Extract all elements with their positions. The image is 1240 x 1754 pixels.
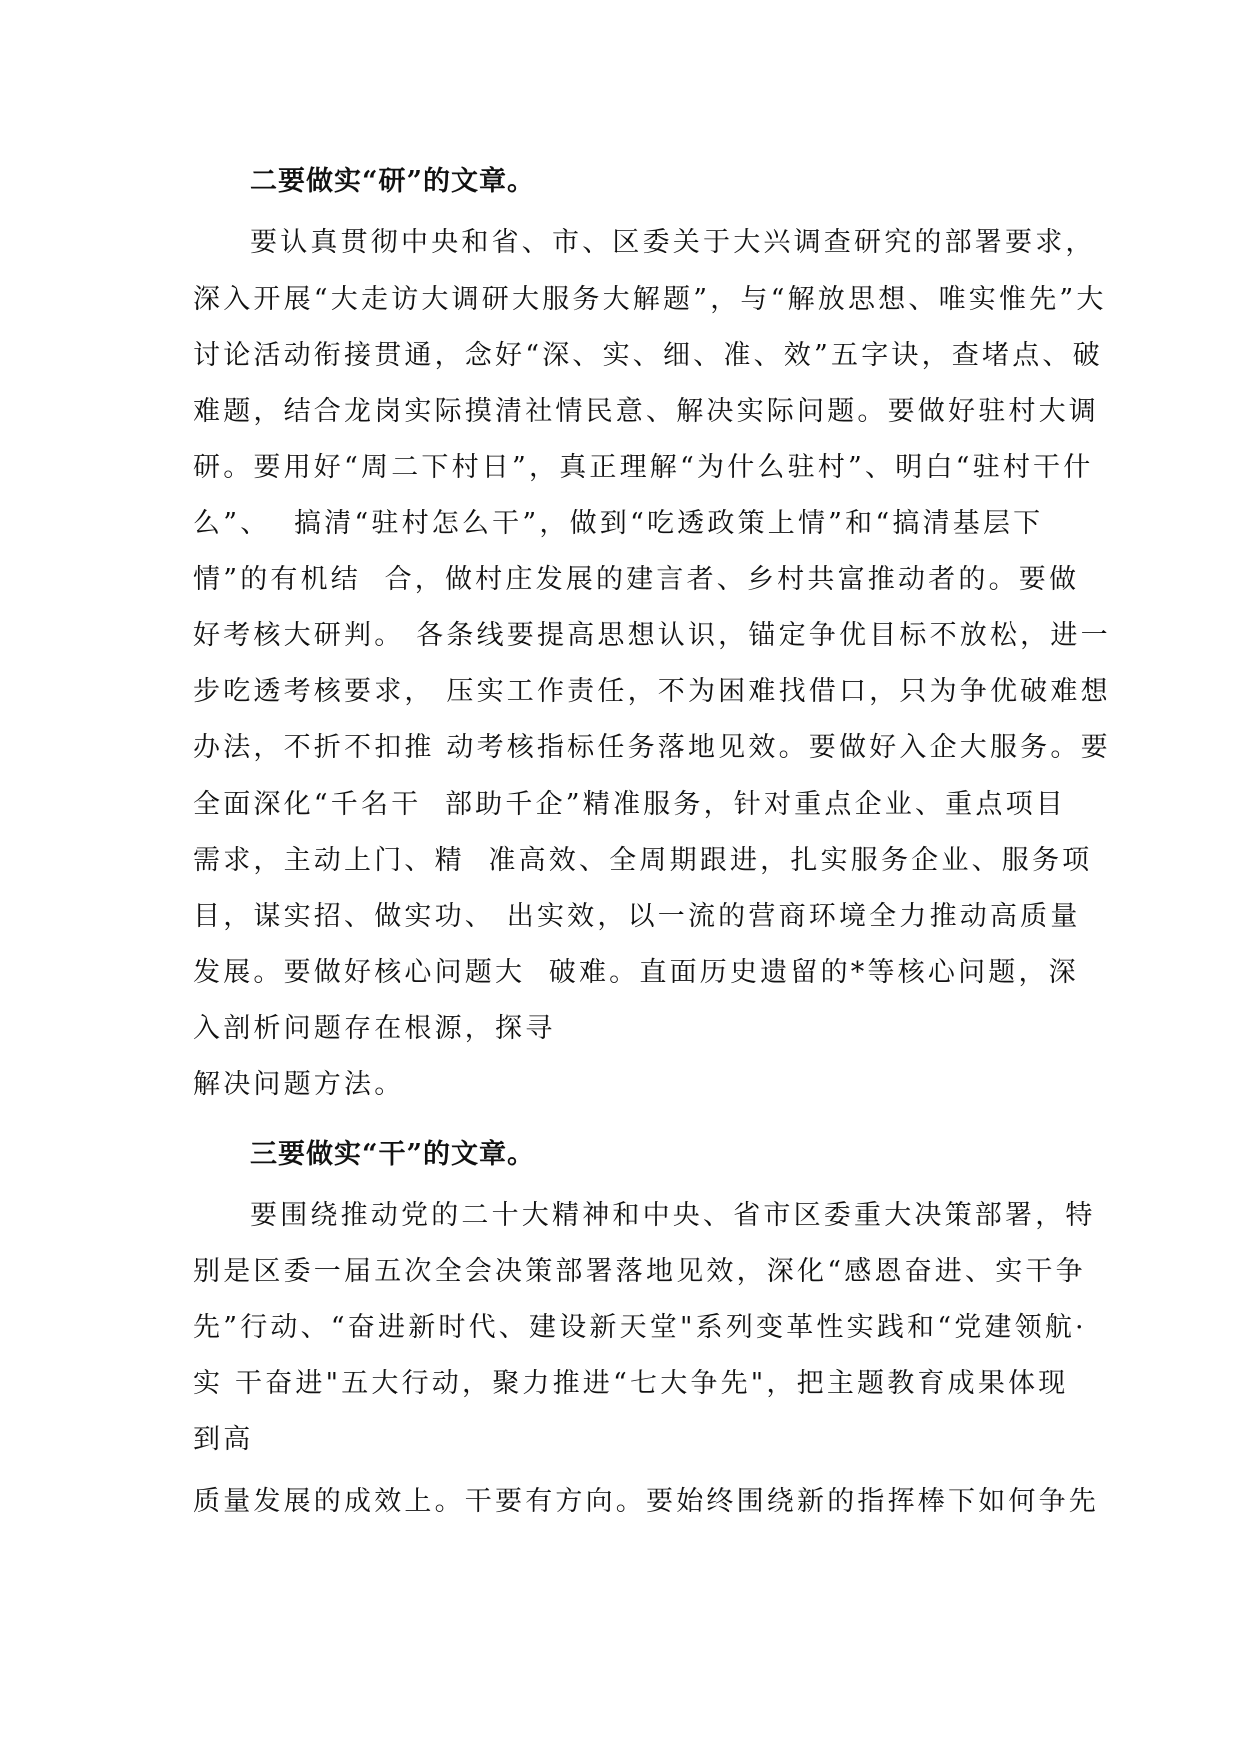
paragraph-line: 研。要用好“周二下村日”，真正理解“为什么驻村”、明白“驻村干什: [193, 452, 1094, 483]
paragraph-line: 发展。要做好核心问题大 破难。直面历史遗留的*等核心问题，深: [193, 957, 1079, 988]
paragraph-line: 要围绕推动党的二十大精神和中央、省市区委重大决策部署，特: [250, 1200, 1096, 1231]
paragraph-line: 么”、 搞清“驻村怎么干”，做到“吃透政策上情”和“搞清基层下: [193, 508, 1044, 539]
paragraph-line: 别是区委一届五次全会决策部署落地见效，深化“感恩奋进、实干争: [193, 1256, 1086, 1287]
paragraph-line: 步吃透考核要求， 压实工作责任，不为困难找借口，只为争优破难想: [193, 676, 1111, 707]
paragraph-line: 目，谋实招、做实功、 出实效，以一流的营商环境全力推动高质量: [193, 901, 1081, 932]
paragraph-line: 需求，主动上门、精 准高效、全周期跟进，扎实服务企业、服务项: [193, 845, 1093, 876]
paragraph-line: 先”行动、“奋进新时代、建设新天堂"系列变革性实践和“党建领航·: [193, 1312, 1087, 1343]
paragraph-line: 难题，结合龙岗实际摸清社情民意、解决实际问题。要做好驻村大调: [193, 396, 1099, 427]
section-heading: 二要做实“研”的文章。: [250, 166, 536, 197]
paragraph-line: 入剖析问题存在根源，探寻: [193, 1013, 556, 1044]
paragraph-line: 情”的有机结 合，做村庄发展的建言者、乡村共富推动者的。要做: [193, 564, 1080, 595]
paragraph-line: 到高: [193, 1424, 254, 1455]
section-heading: 三要做实“干”的文章。: [250, 1139, 536, 1170]
paragraph-line: 讨论活动衔接贯通，念好“深、实、细、准、效”五字诀，查堵点、破: [193, 340, 1103, 371]
paragraph-line: 质量发展的成效上。干要有方向。要始终围绕新的指挥棒下如何争先: [193, 1486, 1099, 1517]
paragraph-line: 好考核大研判。 各条线要提高思想认识，锚定争优目标不放松，进一: [193, 620, 1111, 651]
paragraph-line: 解决问题方法。: [193, 1069, 405, 1100]
paragraph-line: 全面深化“千名干 部助千企”精准服务，针对重点企业、重点项目: [193, 789, 1066, 820]
paragraph-line: 深入开展“大走访大调研大服务大解题”，与“解放思想、唯实惟先”大: [193, 284, 1107, 315]
paragraph-line: 要认真贯彻中央和省、市、区委关于大兴调查研究的部署要求，: [250, 227, 1096, 258]
paragraph-line: 实 干奋进"五大行动，聚力推进“七大争先"，把主题教育成果体现: [193, 1368, 1069, 1399]
paragraph-line: 办法，不折不扣推 动考核指标任务落地见效。要做好入企大服务。要: [193, 732, 1111, 763]
